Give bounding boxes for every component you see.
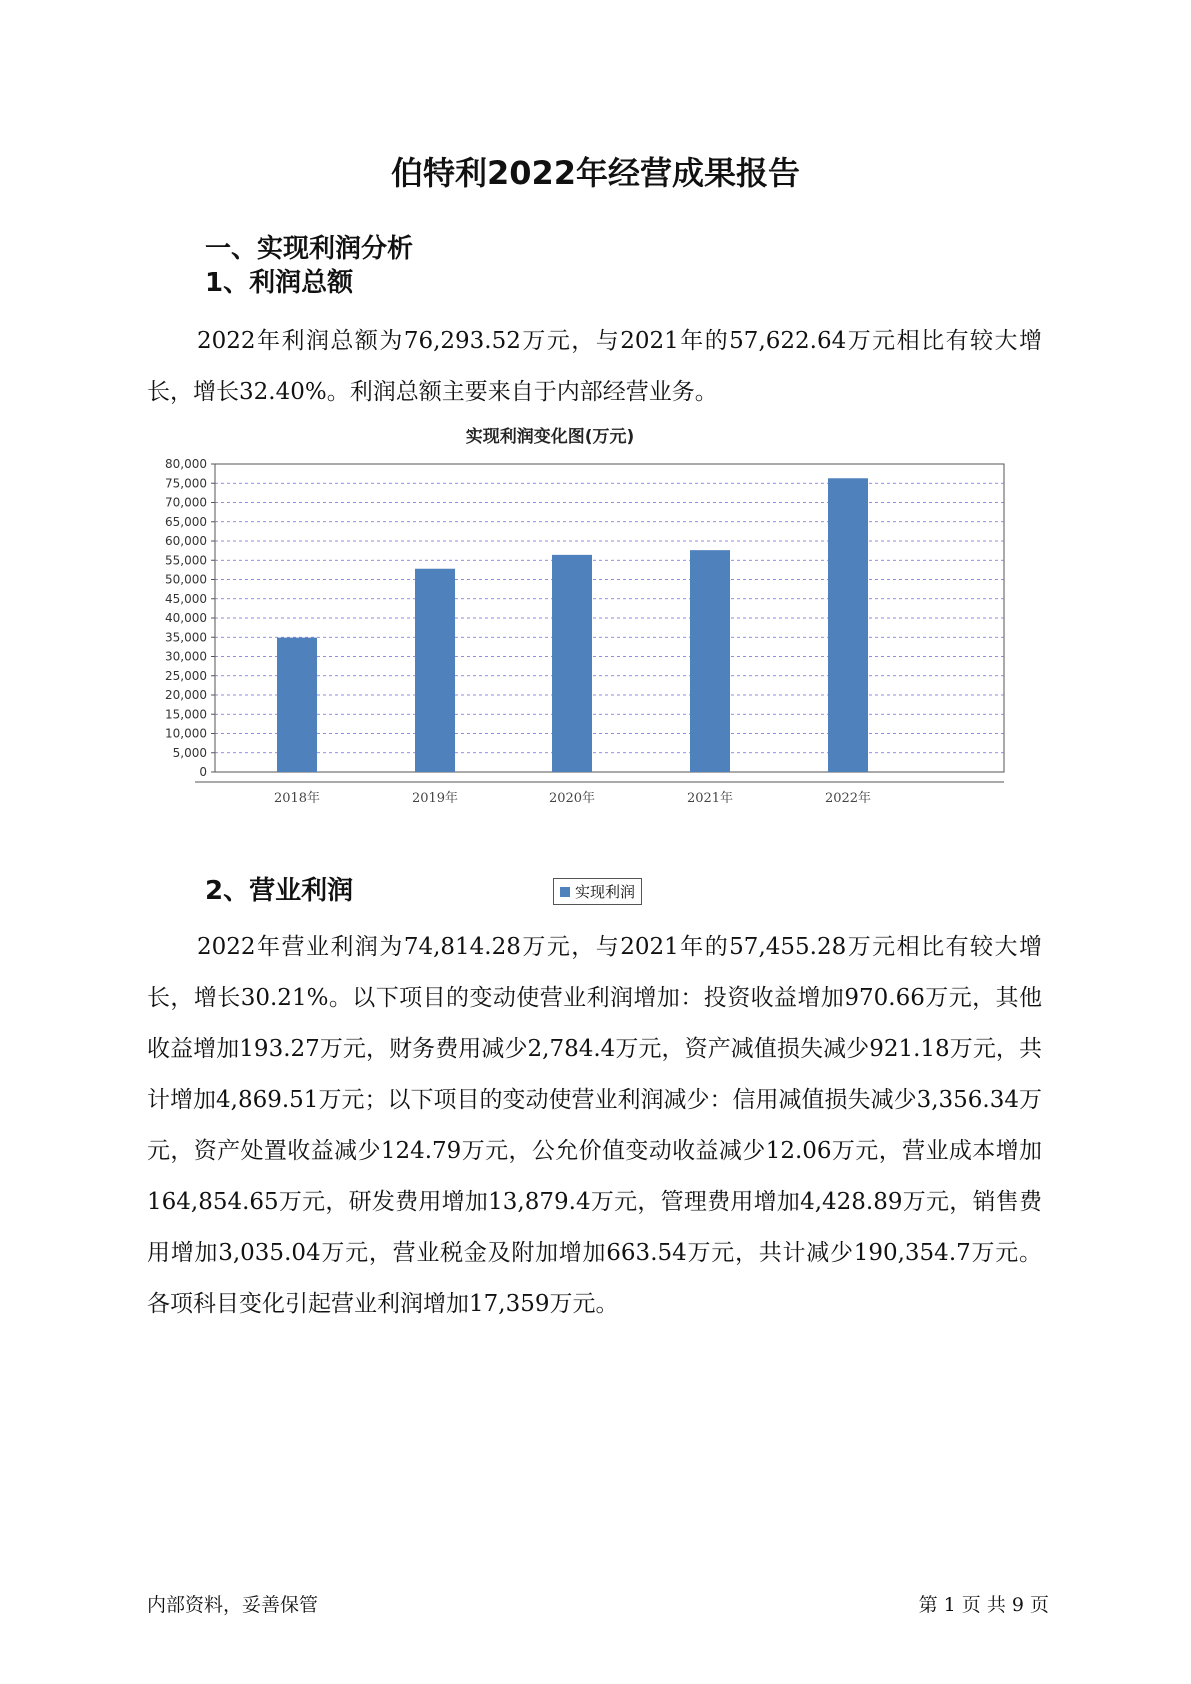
x-tick-label: 2018年 bbox=[273, 791, 321, 806]
y-tick-label: 80,000 bbox=[165, 457, 207, 471]
y-tick-label: 10,000 bbox=[165, 726, 207, 741]
x-tick-label: 2020年 bbox=[548, 791, 596, 806]
legend-label: 实现利润 bbox=[575, 883, 636, 901]
subsection-heading-total-profit: 1、利润总额 bbox=[205, 268, 354, 298]
bar-2022年 bbox=[828, 478, 868, 772]
bar-2020年 bbox=[552, 555, 592, 772]
y-tick-label: 15,000 bbox=[165, 707, 207, 722]
y-tick-label: 55,000 bbox=[165, 553, 207, 568]
total-profit-paragraph: 2022年利润总额为76,293.52万元，与2021年的57,622.64万元相比有较大增长，增长32.40%。利润总额主要来自于内部经营业务。 bbox=[147, 328, 1042, 405]
legend-swatch bbox=[560, 887, 570, 897]
y-tick-label: 40,000 bbox=[165, 611, 207, 625]
y-tick-label: 5,000 bbox=[172, 745, 207, 760]
subsection-heading-operating-profit: 2、营业利润 bbox=[205, 876, 354, 906]
section-heading-profit-analysis: 一、实现利润分析 bbox=[205, 234, 414, 264]
chart-title: 实现利润变化图(万元) bbox=[465, 427, 635, 447]
y-tick-label: 50,000 bbox=[165, 572, 207, 587]
x-tick-label: 2022年 bbox=[824, 791, 872, 806]
chart-canvas bbox=[165, 427, 1020, 870]
bar-2019年 bbox=[415, 569, 455, 772]
document-title: 伯特利2022年经营成果报告 bbox=[390, 154, 801, 192]
footer-page-number: 第 1 页 共 9 页 bbox=[918, 1594, 1049, 1616]
bar-2021年 bbox=[690, 550, 730, 772]
chart-legend bbox=[553, 878, 642, 905]
y-tick-label: 0 bbox=[199, 765, 207, 779]
y-tick-label: 70,000 bbox=[165, 495, 207, 510]
x-tick-label: 2019年 bbox=[411, 791, 459, 806]
y-tick-label: 60,000 bbox=[165, 534, 207, 548]
bar-2018年 bbox=[277, 638, 317, 772]
y-tick-label: 35,000 bbox=[165, 630, 207, 645]
y-tick-label: 30,000 bbox=[165, 649, 207, 664]
y-tick-label: 65,000 bbox=[165, 514, 207, 529]
plot-frame bbox=[215, 464, 1004, 772]
operating-profit-paragraph: 2022年营业利润为74,814.28万元，与2021年的57,455.28万元相比有较大增长，增长30.21%。以下项目的变动使营业利润增加：投资收益增加970.66万元，其他收益增加193.27万元，财务费用减少2,784.4万元，资产减值损失减少921.18万元，共计增加4,869.51万元；以下项目的变动使营业利润减少：信用减值损失减少3,356.34万元，资产处置收益减少124.79万元，公允价值变动收益减少12.06万元，营业成本增加164,854.65万元，研发费用增加13,879.4万元，管理费用增加4,428.89万元，销售费用增加3,035.04万元，营业税金及附加增加663.54万元，共计减少190,354.7万元。各项科目变化引起营业利润增加17,359万元。 bbox=[147, 934, 1043, 1317]
footer-confidential-note: 内部资料，妥善保管 bbox=[147, 1594, 319, 1616]
profit-bar-chart bbox=[165, 427, 1020, 910]
y-tick-label: 20,000 bbox=[165, 688, 207, 702]
y-tick-label: 75,000 bbox=[165, 476, 207, 491]
y-tick-label: 25,000 bbox=[165, 668, 207, 683]
x-tick-label: 2021年 bbox=[686, 791, 734, 806]
y-tick-label: 45,000 bbox=[165, 591, 207, 606]
